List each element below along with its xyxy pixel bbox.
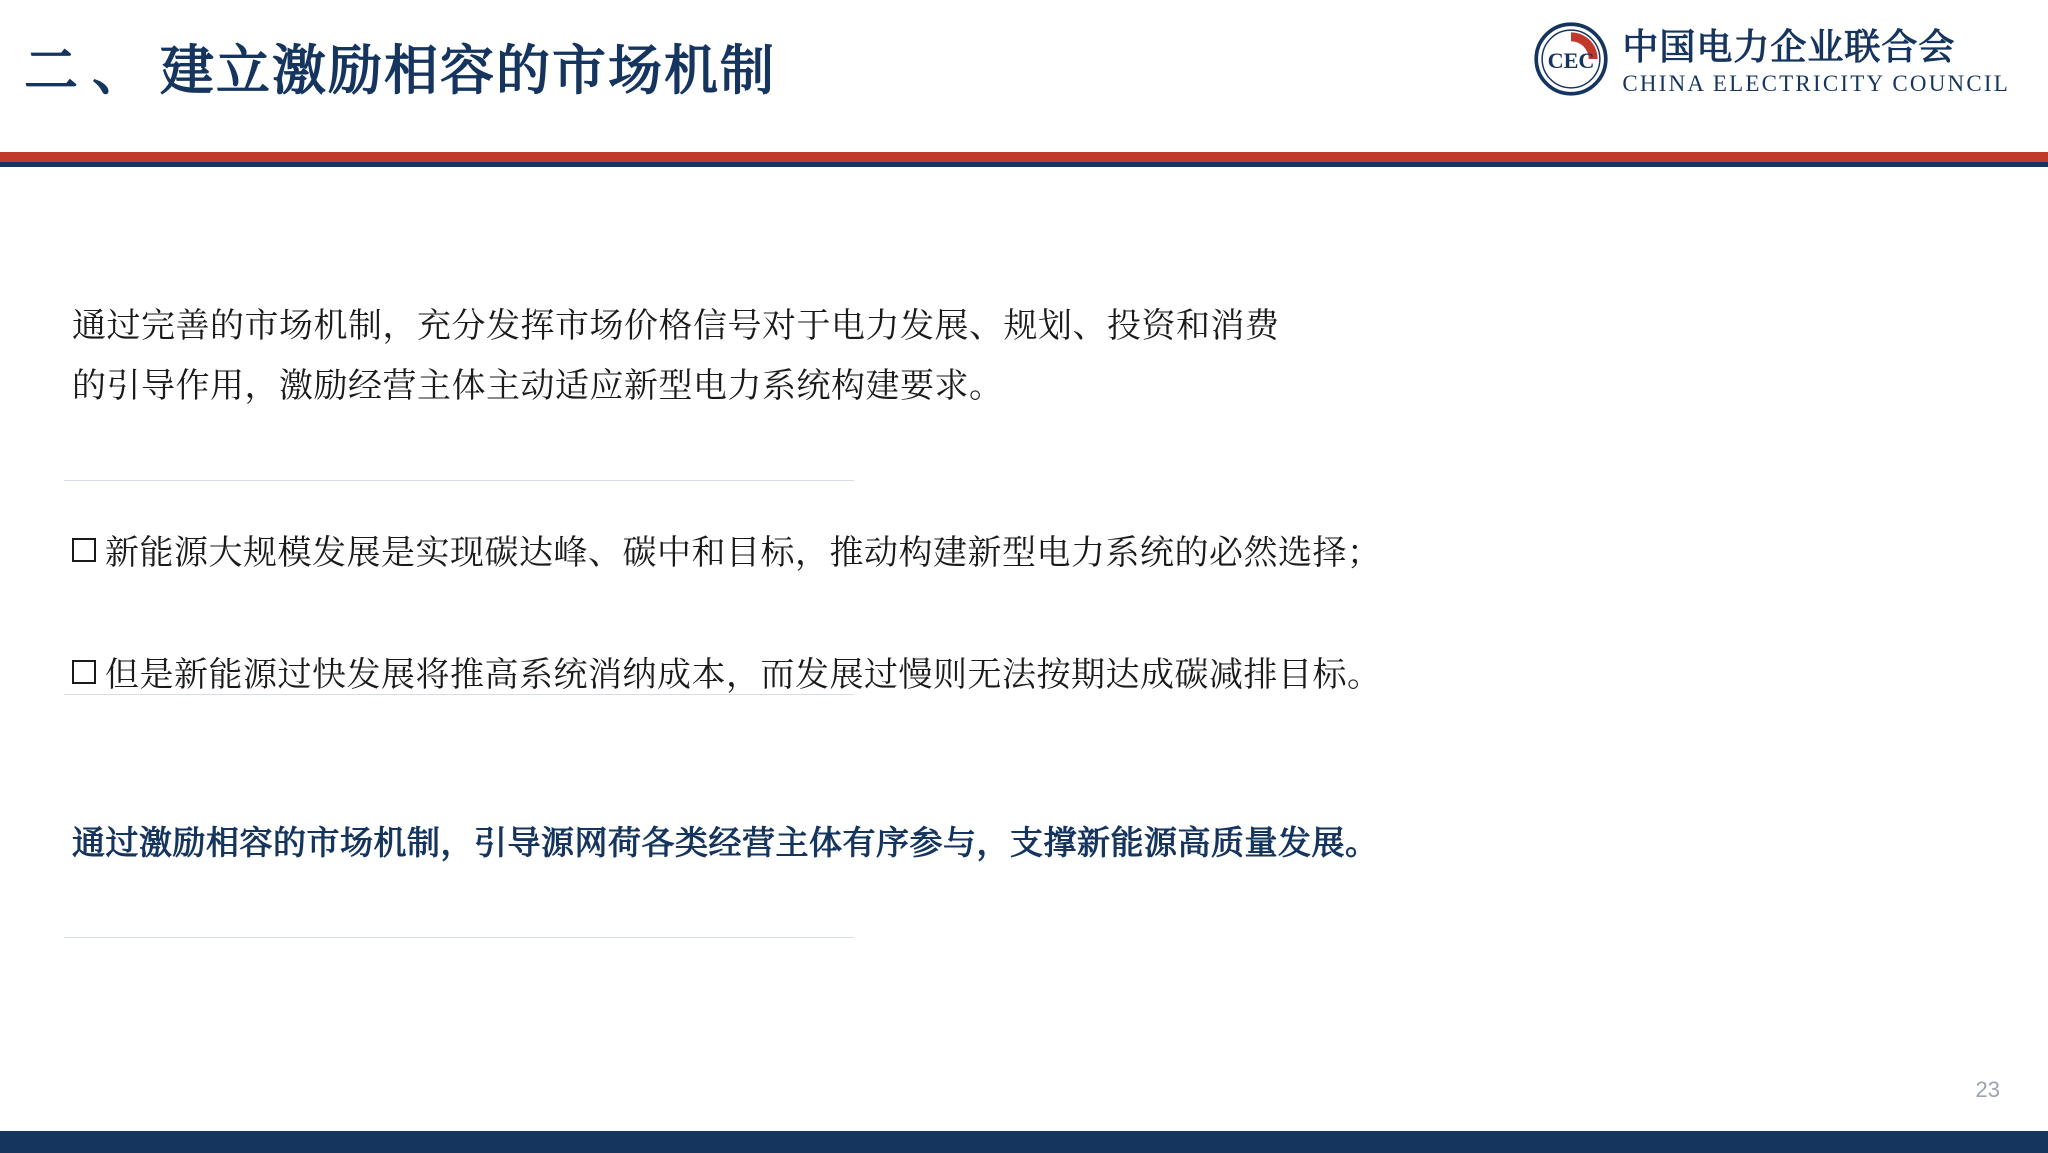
- footer-bar: [0, 1131, 2048, 1153]
- svg-text:CEC: CEC: [1547, 47, 1595, 73]
- logo-name-cn: 中国电力企业联合会: [1622, 26, 1956, 67]
- divider-middle: [64, 694, 854, 695]
- organization-logo: [1534, 22, 2010, 102]
- list-item: [72, 525, 1382, 574]
- square-bullet-icon: [72, 660, 96, 684]
- list-item-label: 新能源大规模发展是实现碳达峰、碳中和目标，推动构建新型电力系统的必然选择；: [105, 534, 1382, 572]
- list-item: [72, 647, 1382, 696]
- page-title: [24, 28, 776, 105]
- logo-text-block: [1622, 22, 2010, 102]
- page-number: 23: [1975, 1077, 2000, 1102]
- intro-paragraph-line-2: 的引导作用，激励经营主体主动适应新型电力系统构建要求。: [72, 366, 1004, 405]
- slide-body: [0, 167, 2048, 1153]
- section-title-text: 建立激励相容的市场机制: [160, 41, 776, 101]
- divider-top: [64, 480, 854, 481]
- list-item-label: 但是新能源过快发展将推高系统消纳成本，而发展过慢则无法按期达成碳减排目标。: [105, 656, 1382, 694]
- section-numeral: 二、: [24, 41, 160, 101]
- slide-header: [0, 0, 2048, 152]
- logo-name-en: CHINA ELECTRICITY COUNCIL: [1622, 71, 2010, 97]
- header-rule-red: [0, 152, 2048, 162]
- intro-paragraph: [72, 297, 1572, 416]
- intro-paragraph-line-1: 通过完善的市场机制，充分发挥市场价格信号对于电力发展、规划、投资和消费: [72, 307, 1280, 345]
- conclusion-text: 通过激励相容的市场机制，引导源网荷各类经营主体有序参与，支撑新能源高质量发展。: [72, 824, 1379, 861]
- divider-bottom: [64, 937, 854, 938]
- cec-emblem-icon: [1534, 22, 1608, 96]
- square-bullet-icon: [72, 538, 96, 562]
